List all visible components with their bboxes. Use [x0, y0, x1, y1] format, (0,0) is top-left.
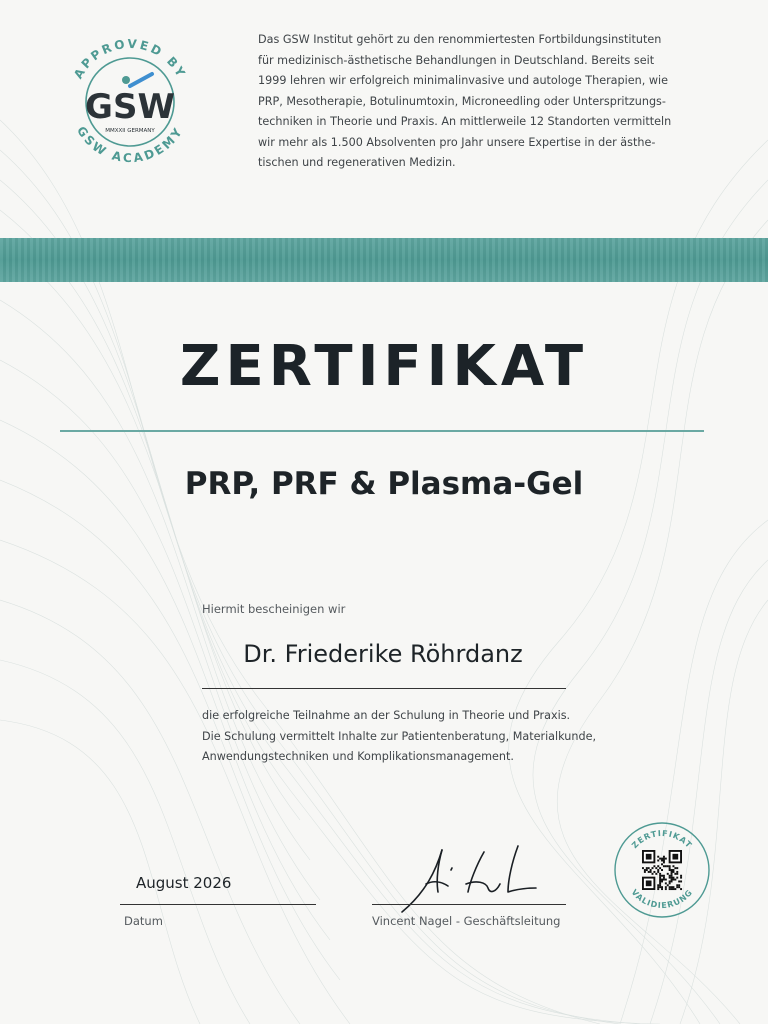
teal-divider-band — [0, 238, 768, 282]
qr-ring-bottom-text: VALIDIERUNG — [629, 887, 695, 911]
logo-figure-head-icon — [122, 76, 130, 84]
signature-line — [372, 904, 566, 905]
intro-line: wir mehr als 1.500 Absolventen pro Jahr unsere Expertise in der ästhe- — [258, 135, 656, 149]
logo-figure-arm-icon — [130, 74, 152, 86]
date-label: Datum — [124, 914, 163, 928]
completion-paragraph — [202, 706, 602, 768]
certificate-title: ZERTIFIKAT — [179, 334, 589, 399]
intro-line: tischen und regenerativen Medizin. — [258, 156, 456, 169]
qr-validation-seal[interactable] — [612, 820, 712, 920]
svg-text:VALIDIERUNG — [629, 888, 694, 910]
svg-text:APPROVED BY — [71, 37, 189, 81]
recipient-name: Dr. Friederike Röhrdanz — [243, 640, 523, 668]
recipient-underline — [202, 688, 566, 689]
qr-code-icon[interactable] — [642, 850, 682, 890]
seal-ring-top-text: APPROVED BY — [71, 36, 189, 82]
completion-line: Anwendungstechniken und Komplikationsmanagement. — [202, 750, 514, 763]
qr-ring-top-text: ZERTIFIKAT — [630, 828, 694, 851]
logo-tagline: MMXXII GERMANY — [105, 128, 155, 134]
intro-line: techniken in Theorie und Praxis. An mittlerweile 12 Standorten vermitteln — [258, 115, 672, 128]
intro-line: für medizinisch-ästhetische Behandlungen in Deutschland. Bereits seit — [258, 53, 655, 67]
svg-text:ZERTIFIKAT — [630, 829, 694, 850]
institute-intro-paragraph — [258, 30, 708, 174]
completion-line: Die Schulung vermittelt Inhalte zur Patientenberatung, Materialkunde, — [202, 729, 597, 743]
intro-line: Das GSW Institut gehört zu den renommiertesten Fortbildungsinstituten — [258, 33, 662, 46]
date-value: August 2026 — [136, 874, 232, 892]
signatory-label: Vincent Nagel - Geschäftsleitung — [372, 914, 561, 928]
date-line — [120, 904, 316, 905]
handwritten-signature — [396, 840, 546, 920]
course-name: PRP, PRF & Plasma-Gel — [184, 466, 584, 502]
gsw-approved-seal — [56, 28, 204, 176]
logo-wordmark: GSW — [85, 87, 175, 127]
intro-line: PRP, Mesotherapie, Botulinumtoxin, Microneedling oder Unterspritzungs- — [258, 94, 666, 108]
seal-ring-bottom-text: GSW ACADEMY — [73, 123, 186, 166]
title-underline — [60, 430, 704, 432]
intro-line: 1999 lehren wir erfolgreich minimalinvasive und autologe Therapien, wie — [258, 74, 668, 87]
completion-line: die erfolgreiche Teilnahme an der Schulung in Theorie und Praxis. — [202, 709, 571, 722]
certify-intro-text: Hiermit bescheinigen wir — [202, 602, 346, 616]
